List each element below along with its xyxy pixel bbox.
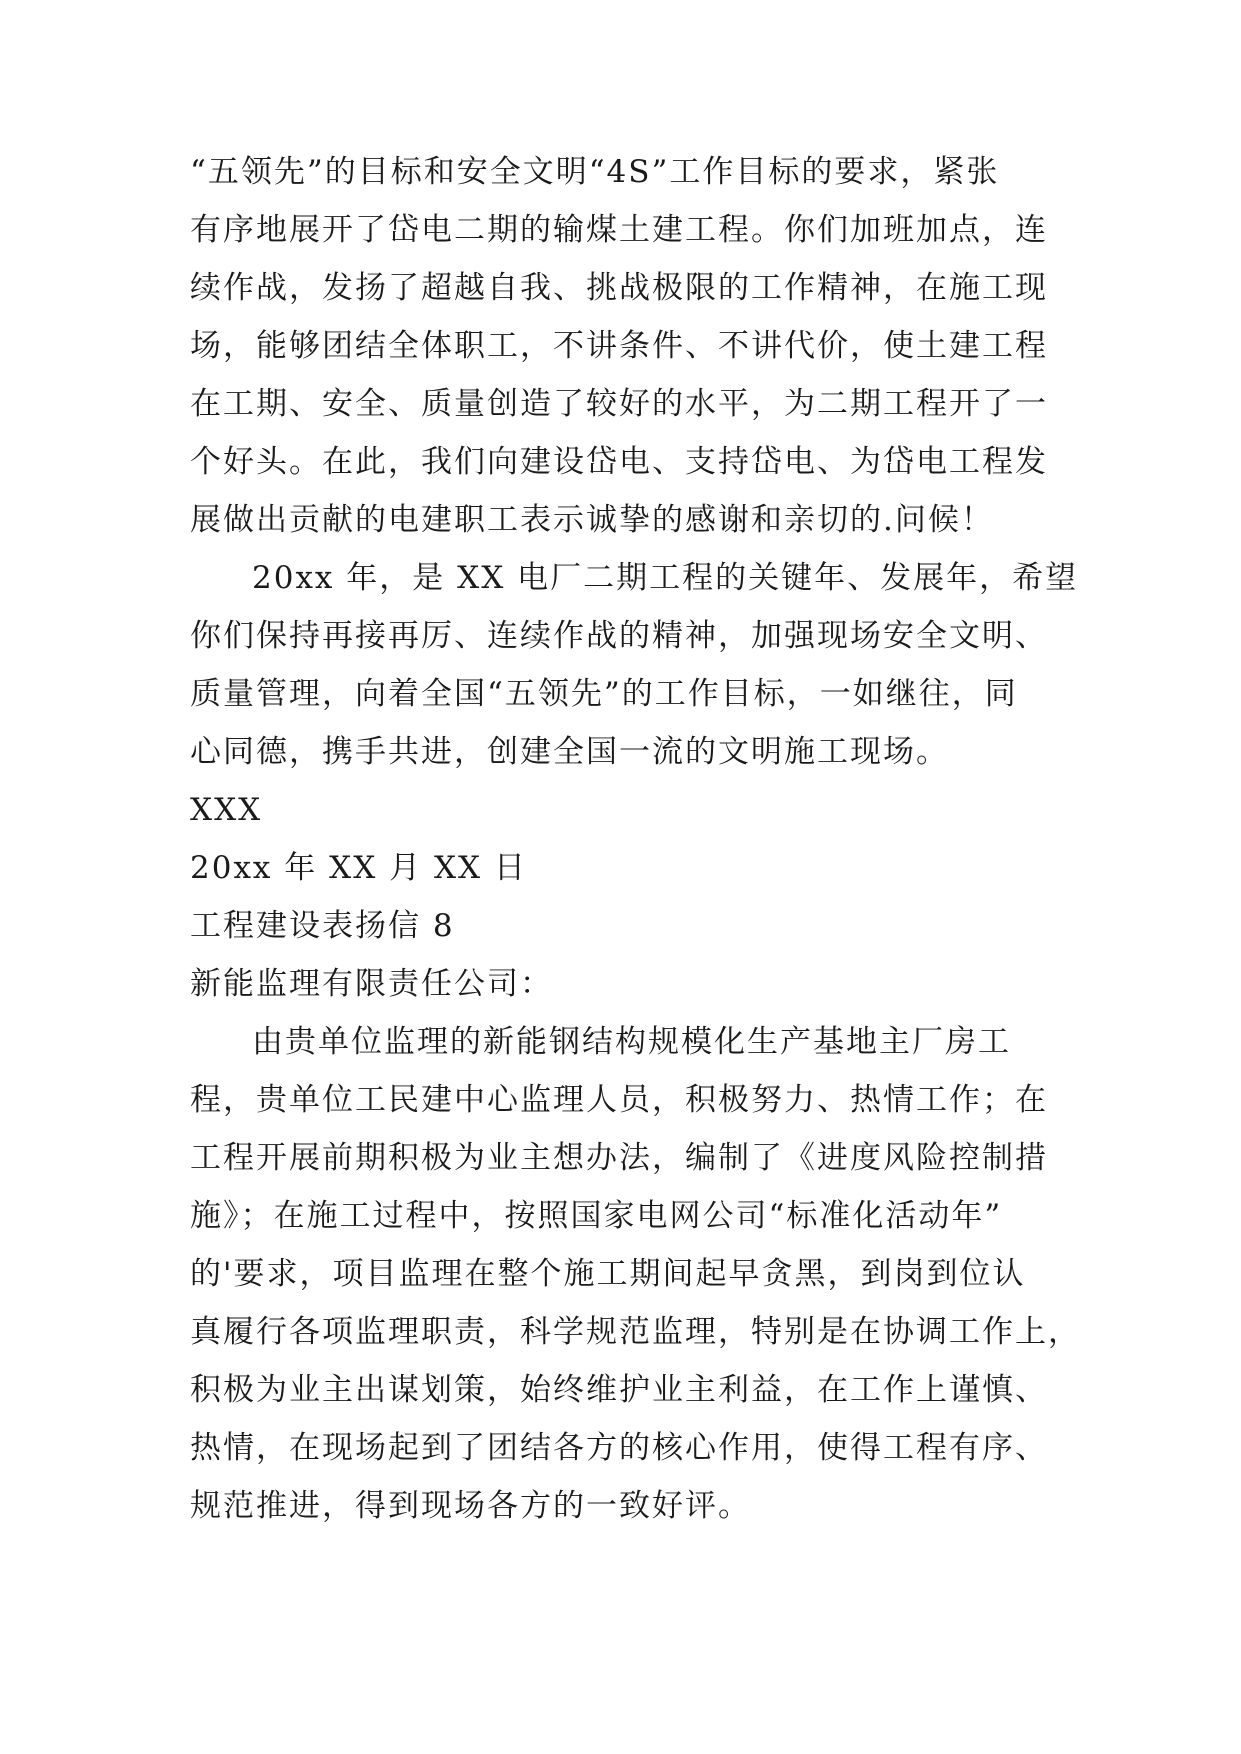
- text-line: 积极为业主出谋划策，始终维护业主利益，在工作上谨慎、: [190, 1372, 1048, 1408]
- text-line: 的'要求，项目监理在整个施工期间起早贪黑，到岗到位认: [190, 1256, 1026, 1292]
- text-line: 展做出贡献的电建职工表示诚挚的感谢和亲切的.问候！: [190, 502, 994, 538]
- text-line: 场，能够团结全体职工，不讲条件、不讲代价，使土建工程: [190, 328, 1048, 364]
- date-line: 20xx 年 XX 月 XX 日: [190, 850, 527, 886]
- text-line: 施》；在施工过程中，按照国家电网公司“标准化活动年”: [190, 1198, 1003, 1234]
- text-line: 规范推进，得到现场各方的一致好评。: [190, 1488, 751, 1524]
- paragraph-first-line: 由贵单位监理的新能钢结构规模化生产基地主厂房工: [252, 1024, 1011, 1060]
- text-line: “五领先”的目标和安全文明“4S”工作目标的要求，紧张: [190, 154, 1000, 190]
- text-line: 质量管理，向着全国“五领先”的工作目标，一如继往，同: [190, 676, 1018, 712]
- signature: XXX: [190, 792, 263, 828]
- text-line: 心同德，携手共进，创建全国一流的文明施工现场。: [190, 734, 949, 770]
- text-line: 在工期、安全、质量创造了较好的水平，为二期工程开了一: [190, 386, 1048, 422]
- text-line: 个好头。在此，我们向建设岱电、支持岱电、为岱电工程发: [190, 444, 1048, 480]
- text-line: 热情，在现场起到了团结各方的核心作用，使得工程有序、: [190, 1430, 1048, 1466]
- recipient-line: 新能监理有限责任公司：: [190, 966, 553, 1002]
- text-line: 程，贵单位工民建中心监理人员，积极努力、热情工作；在: [190, 1082, 1048, 1118]
- text-line: 真履行各项监理职责，科学规范监理，特别是在协调工作上，: [190, 1314, 1081, 1350]
- section-title: 工程建设表扬信 8: [190, 908, 455, 944]
- text-line: 工程开展前期积极为业主想办法，编制了《进度风险控制措: [190, 1140, 1048, 1176]
- text-line: 有序地展开了岱电二期的输煤土建工程。你们加班加点，连: [190, 212, 1048, 248]
- paragraph-first-line: 20xx 年，是 XX 电厂二期工程的关键年、发展年，希望: [252, 560, 1079, 596]
- text-line: 你们保持再接再厉、连续作战的精神，加强现场安全文明、: [190, 618, 1048, 654]
- text-line: 续作战，发扬了超越自我、挑战极限的工作精神，在施工现: [190, 270, 1048, 306]
